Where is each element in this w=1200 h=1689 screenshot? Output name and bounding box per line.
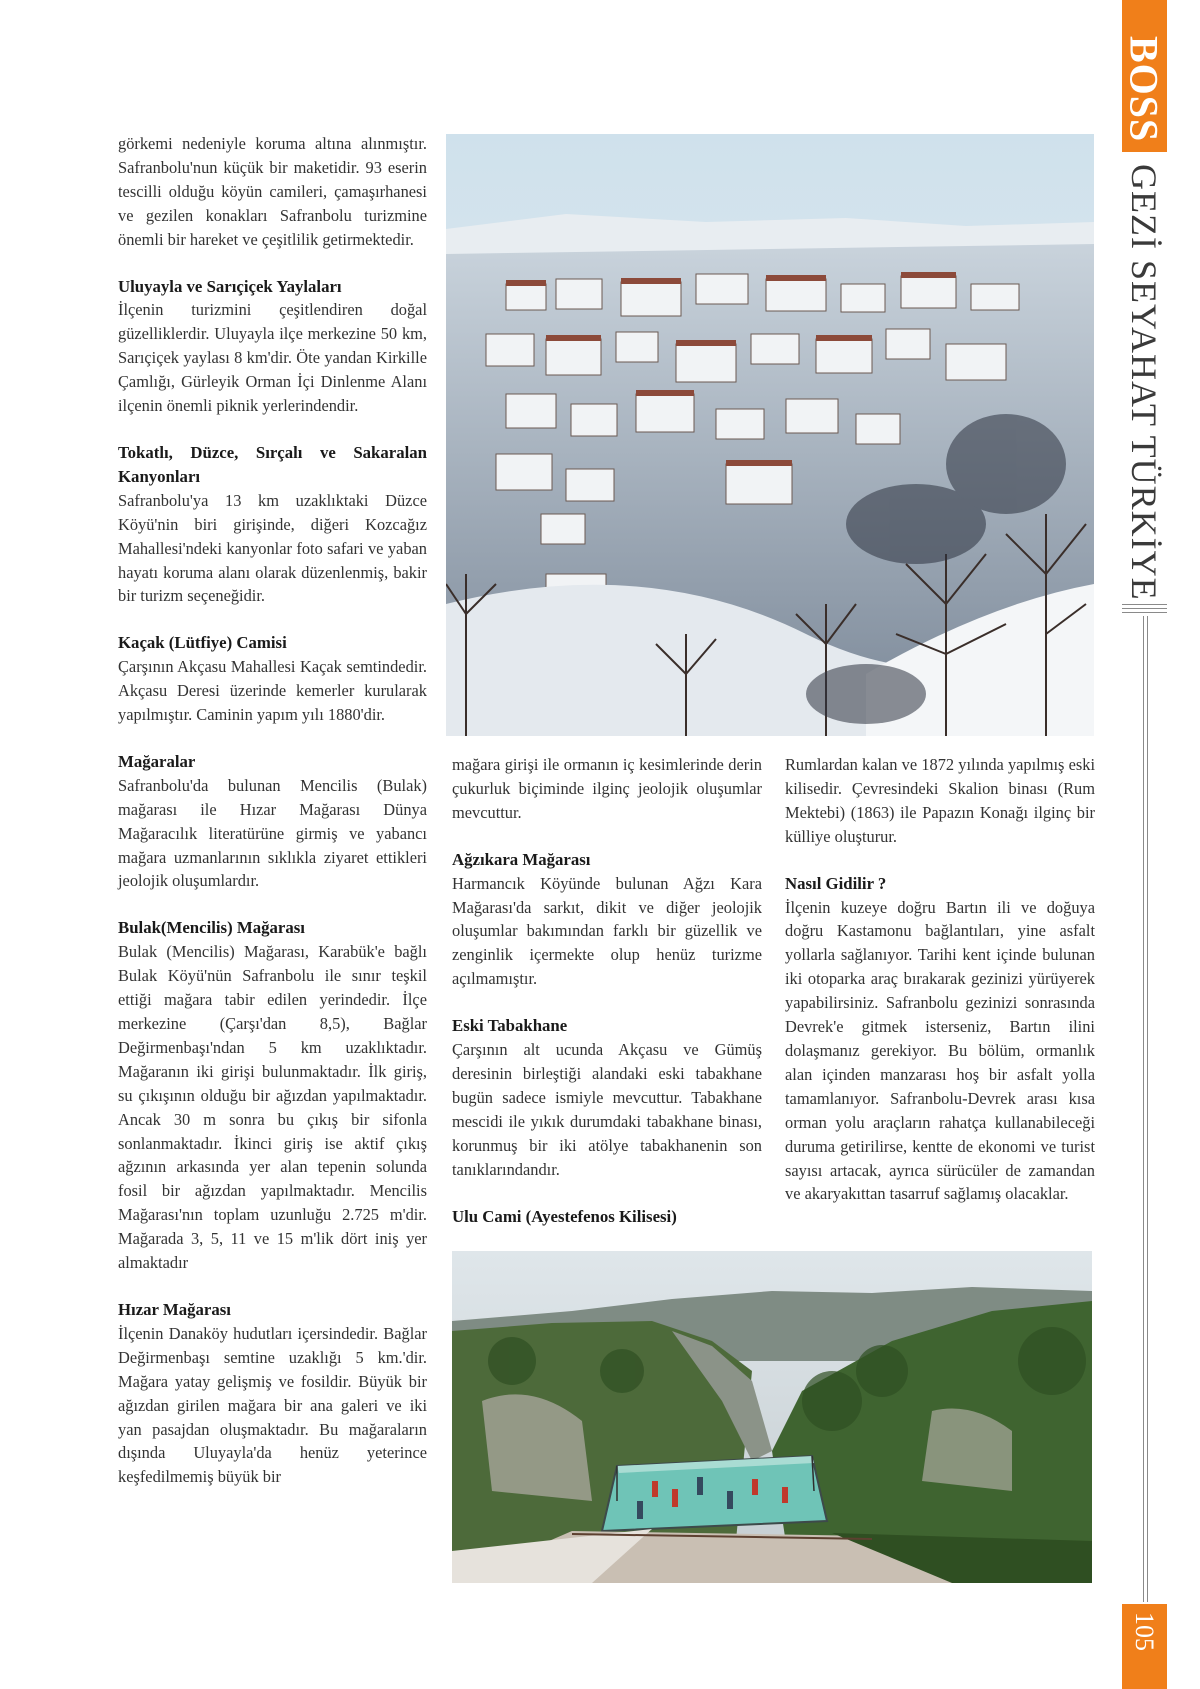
text-column-1 bbox=[118, 132, 427, 1489]
sidebar-rule bbox=[1122, 604, 1167, 605]
section-heading: Eski Tabakhane bbox=[452, 1016, 568, 1036]
section-heading: Bulak(Mencilis) Mağarası bbox=[118, 918, 305, 938]
text-column-3 bbox=[785, 753, 1095, 1206]
section-heading: Kaçak (Lütfiye) Camisi bbox=[118, 633, 287, 653]
section-title: GEZİ SEYAHAT TÜRKİYE bbox=[1124, 164, 1164, 601]
paragraph: Çarşının alt ucunda Akçasu ve Gümüş deresinin birleştiği alandaki eski tabakhane bugün sadece ismiyle mevcuttur. Tabakhane mescidi ile yıkık durumdaki tabakhane binası, korunmuş bir iki atölye tabakhanenin son tanıklarındandır. bbox=[452, 1040, 762, 1179]
paragraph: Safranbolu'da bulunan Mencilis (Bulak) mağarası ile Hızar Mağarası Dünya Mağaracılık literatürüne girmiş ve yabancı mağara uzmanlarının sıklıkla ziyaret ettikleri jeolojik oluşumlardır. bbox=[118, 775, 427, 891]
paragraph: mağara girişi ile ormanın iç kesimlerinde derin çukurluk biçiminde ilginç jeolojik oluşumlar mevcuttur. bbox=[452, 755, 762, 822]
paragraph: İlçenin Danaköy hudutları içersindedir. Bağlar Değirmenbaşı semtine uzaklığı 5 km.'dir. Mağara yatay gelişmiş ve fosildir. Büyük bir ağızdan girilen mağara bir ana galeri ve iki yan pasajdan oluşmaktadır. Bu mağaraların dışında Uluyayla'da henüz yeterince keşfedilmemiş büyük bir bbox=[118, 1323, 427, 1487]
snowy-town-photo bbox=[446, 134, 1094, 736]
paragraph: İlçenin kuzeye doğru Bartın ili ve doğuya doğru Kastamonu bağlantıları, yine asfalt yollarla sağlanıyor. Tarihi kent içinde bulunan iki otoparka araç bırakarak gezinizi yürüyerek yapabilirsiniz. Safranbolu gezinizi sonrasında Devrek'e gitmek isterseniz, Bartın ilini dolaşmanız gerekiyor. Bu bölüm, ormanlık alan içinden manzarası hoş bir asfalt yolla tamamlanıyor. Safranbolu-Devrek arası kısa orman yolu araçların rahatça kullanabileceği duruma getirilirse, kentte de ekonomi ve turist sayısı artacak, ayrıca sürücüler de zamandan ve akaryakıttan tasarruf sağlamış olacaklar. bbox=[785, 897, 1095, 1204]
paragraph: görkemi nedeniyle koruma altına alınmıştır. Safranbolu'nun küçük bir maketidir. 93 eserin tescilli olduğu köyün camileri, çamaşırhanesi ve gezilen konakları Safranbolu turizmine önemli bir hareket ve çeşitlilik getirmektedir. bbox=[118, 134, 427, 249]
paragraph: İlçenin turizmini çeşitlendiren doğal güzelliklerdir. Uluyayla ilçe merkezine 50 km, Sarıçiçek yaylası 8 km'dir. Öte yandan Kirkille Çamlığı, Gürleyik Orman İçi Dinlenme Alanı ilçenin önemli piknik yerlerindendir. bbox=[118, 300, 427, 416]
sidebar-line bbox=[1147, 616, 1148, 1602]
text-column-2 bbox=[452, 753, 762, 1228]
section-heading: Hızar Mağarası bbox=[118, 1299, 231, 1319]
section-heading: Ulu Cami (Ayestefenos Kilisesi) bbox=[452, 1206, 677, 1226]
section-heading: Nasıl Gidilir ? bbox=[785, 873, 887, 893]
sidebar-line bbox=[1143, 616, 1144, 1602]
section-heading: Mağaralar bbox=[118, 751, 196, 771]
sidebar-rule bbox=[1122, 608, 1167, 609]
paragraph: Safranbolu'ya 13 km uzaklıktaki Düzce Köyü'nin biri girişinde, diğeri Kozcağız Mahallesi'ndeki kanyonlar foto safari ve yaban hayatı koruma alanı olarak düzenlenmiş, bakir bir turizm seçeneğidir. bbox=[118, 490, 427, 606]
page-number: 105 bbox=[1130, 1612, 1159, 1651]
sidebar-rule bbox=[1122, 612, 1167, 613]
paragraph: Çarşının Akçasu Mahallesi Kaçak semtindedir. Akçasu Deresi üzerinde kemerler kurularak yapılmıştır. Caminin yapım yılı 1880'dir. bbox=[118, 657, 427, 725]
section-heading: Uluyayla ve Sarıçiçek Yaylaları bbox=[118, 276, 342, 296]
section-heading: Tokatlı, Düzce, Sırçalı ve Sakaralan Kanyonları bbox=[118, 442, 427, 486]
paragraph: Rumlardan kalan ve 1872 yılında yapılmış eski kilisedir. Çevresindeki Skalion binası (Rum Mektebi) (1863) ile Papazın Konağı ilginç bir külliye oluşturur. bbox=[785, 755, 1095, 846]
section-heading: Ağzıkara Mağarası bbox=[452, 849, 591, 869]
canyon-terrace-icon bbox=[452, 1251, 1092, 1583]
canyon-terrace-photo bbox=[452, 1251, 1092, 1583]
paragraph: Bulak (Mencilis) Mağarası, Karabük'e bağlı Bulak Köyü'nün Safranbolu ile sınır teşkil ettiği mağara tabir edilen yerindedir. İlçe merkezine (Çarşı'dan 8,5), Bağlar Değirmenbaşı'ndan 5 km uzaklıktadır. Mağaranın iki girişi bulunmaktadır. İlk giriş, su çıkışının olduğu bir ağızdan yapılmaktadır. Ancak 30 m sonra bu çıkış bir sifonla sonlanmaktadır. İkinci giriş ise aktif çıkış ağzının arkasında yer alan tepenin solunda fosil bir ağızdan yapılmaktadır. Mencilis Mağarası'nın toplam uzunluğu 2.725 m'dir. Mağarada 3, 5, 11 ve 15 m'lik dört iniş yer almaktadır bbox=[118, 942, 427, 1273]
brand-label: BOSS bbox=[1121, 36, 1167, 143]
paragraph: Harmancık Köyünde bulunan Ağzı Kara Mağarası'da sarkıt, dikit ve diğer jeolojik oluşumlar bakımından farklı bir güzellik ve zenginlik içermekte olup henüz turizme açılmamıştır. bbox=[452, 873, 762, 989]
snowy-town-icon bbox=[446, 134, 1094, 736]
